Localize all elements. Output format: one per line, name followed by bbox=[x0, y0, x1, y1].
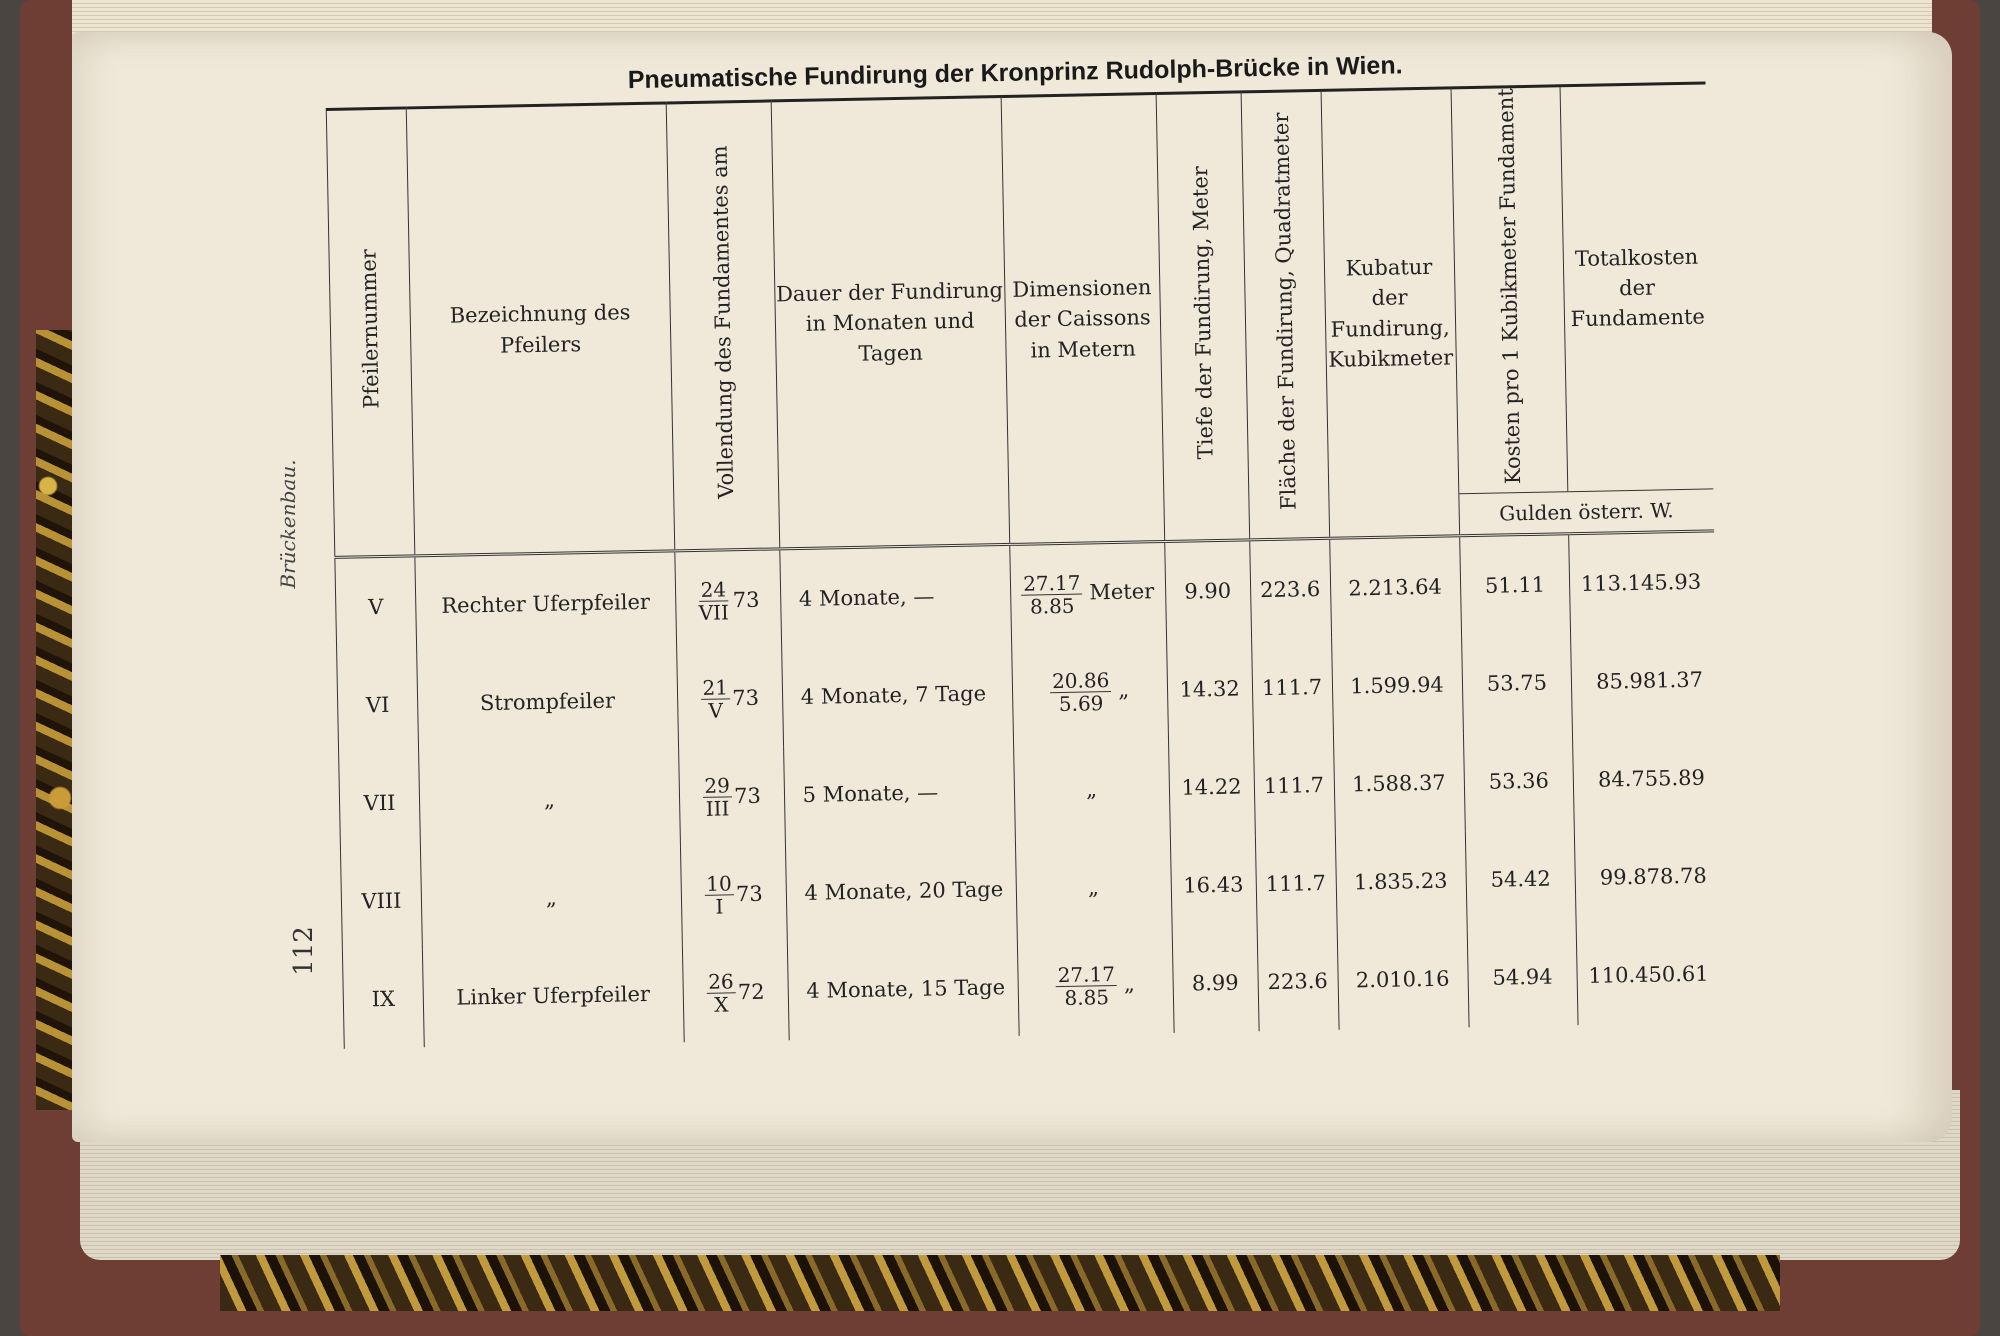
cell-kubatur: 1.588.37 bbox=[1333, 734, 1465, 834]
header-kosten-pro: Kosten pro 1 Kubikmeter Fundament bbox=[1451, 86, 1569, 494]
cell-pfeilernummer: VIII bbox=[341, 852, 423, 952]
cell-kosten: 53.36 bbox=[1463, 732, 1575, 832]
cell-tiefe: 16.43 bbox=[1170, 836, 1257, 936]
cell-total: 99.878.78 bbox=[1575, 827, 1722, 928]
header-dimensionen: Dimensionen der Caissons in Metern bbox=[1001, 94, 1165, 545]
cell-total: 85.981.37 bbox=[1571, 631, 1718, 732]
cell-bezeichnung: „ bbox=[420, 847, 682, 950]
cell-dauer: 4 Monate, 7 Tage bbox=[781, 644, 1013, 746]
page-number: 112 bbox=[289, 926, 319, 976]
header-vollendung: Vollendung des Fundamentes am bbox=[666, 101, 779, 551]
cell-kosten: 53.75 bbox=[1461, 634, 1573, 734]
cell-kubatur: 1.835.23 bbox=[1335, 832, 1467, 932]
cell-kosten: 51.11 bbox=[1459, 534, 1571, 636]
cell-dimensionen: „ bbox=[1013, 739, 1170, 840]
cell-bezeichnung: „ bbox=[419, 749, 681, 852]
cell-vollendung: $\frac{29}{\text{III}}$ 73 bbox=[678, 747, 785, 847]
cell-dauer: 4 Monate, 20 Tage bbox=[785, 840, 1017, 942]
cell-dauer: 4 Monate, — bbox=[779, 545, 1011, 649]
cell-kosten: 54.42 bbox=[1465, 829, 1577, 929]
cell-vollendung: $\frac{10}{I}$ 73 bbox=[680, 845, 787, 945]
cell-dimensionen: $\frac{27.17}{8.85}$ Meter bbox=[1009, 542, 1166, 644]
cell-flaeche: 223.6 bbox=[1249, 539, 1331, 640]
cell-pfeilernummer: VI bbox=[337, 656, 419, 756]
cell-flaeche: 111.7 bbox=[1253, 736, 1335, 836]
cell-total: 113.145.93 bbox=[1569, 531, 1716, 633]
cell-dimensionen: $\frac{20.86}{5.69}$ „ bbox=[1011, 641, 1168, 742]
cell-flaeche: 111.7 bbox=[1255, 834, 1337, 934]
cell-dauer: 5 Monate, — bbox=[783, 742, 1015, 844]
cell-pfeilernummer: VII bbox=[339, 754, 421, 854]
header-dauer: Dauer der Fundirung in Monaten und Tagen bbox=[771, 97, 1010, 550]
cell-kubatur: 2.213.64 bbox=[1329, 536, 1461, 638]
cell-tiefe: 8.99 bbox=[1172, 934, 1259, 1034]
cell-pfeilernummer: IX bbox=[342, 950, 424, 1050]
cell-pfeilernummer: V bbox=[335, 556, 417, 657]
cell-dimensionen: „ bbox=[1015, 837, 1172, 938]
header-tiefe: Tiefe der Fundirung, Meter bbox=[1156, 92, 1250, 542]
cell-dimensionen: $\frac{27.17}{8.85}$ „ bbox=[1017, 935, 1174, 1036]
cell-total: 84.755.89 bbox=[1573, 729, 1720, 830]
cell-total: 110.450.61 bbox=[1577, 925, 1724, 1026]
running-head: Brückenbau. bbox=[276, 459, 300, 589]
cell-bezeichnung: Rechter Uferpfeiler bbox=[415, 551, 677, 655]
cell-kosten: 54.94 bbox=[1467, 927, 1579, 1027]
cell-flaeche: 111.7 bbox=[1251, 638, 1333, 738]
cell-tiefe: 9.90 bbox=[1164, 540, 1251, 641]
header-totalkosten: Totalkosten der Fundamente bbox=[1560, 83, 1713, 492]
marbled-edge-left bbox=[36, 330, 76, 1110]
cell-vollendung: $\frac{21}{V}$ 73 bbox=[676, 649, 783, 749]
header-bezeichnung: Bezeichnung des Pfeilers bbox=[406, 103, 674, 556]
header-pfeilernummer: Pfeilernummer bbox=[326, 108, 415, 558]
table-title: Pneumatische Fundirung der Kronprinz Rudolph-Brücke in Wien. bbox=[627, 51, 1403, 95]
header-flaeche: Fläche der Fundirung, Quadratmeter bbox=[1241, 90, 1330, 540]
marbled-edge-bottom bbox=[220, 1255, 1780, 1311]
cell-vollendung: $\frac{26}{X}$ 72 bbox=[682, 943, 789, 1043]
cell-bezeichnung: Strompfeiler bbox=[417, 651, 679, 754]
cell-dauer: 4 Monate, 15 Tage bbox=[787, 938, 1019, 1040]
cell-bezeichnung: Linker Uferpfeiler bbox=[422, 945, 684, 1048]
cell-flaeche: 223.6 bbox=[1257, 932, 1339, 1032]
cell-kubatur: 2.010.16 bbox=[1337, 930, 1469, 1030]
cell-tiefe: 14.32 bbox=[1166, 640, 1253, 740]
header-kubatur: Kubatur der Fundirung, Kubikmeter bbox=[1321, 88, 1460, 539]
header-currency: Gulden österr. W. bbox=[1458, 489, 1714, 536]
cell-tiefe: 14.22 bbox=[1168, 738, 1255, 838]
foundation-table bbox=[326, 82, 1724, 1050]
table-container bbox=[325, 44, 1722, 1017]
cell-kubatur: 1.599.94 bbox=[1331, 636, 1463, 736]
cell-vollendung: $\frac{24}{\text{VII}}$ 73 bbox=[675, 549, 782, 650]
